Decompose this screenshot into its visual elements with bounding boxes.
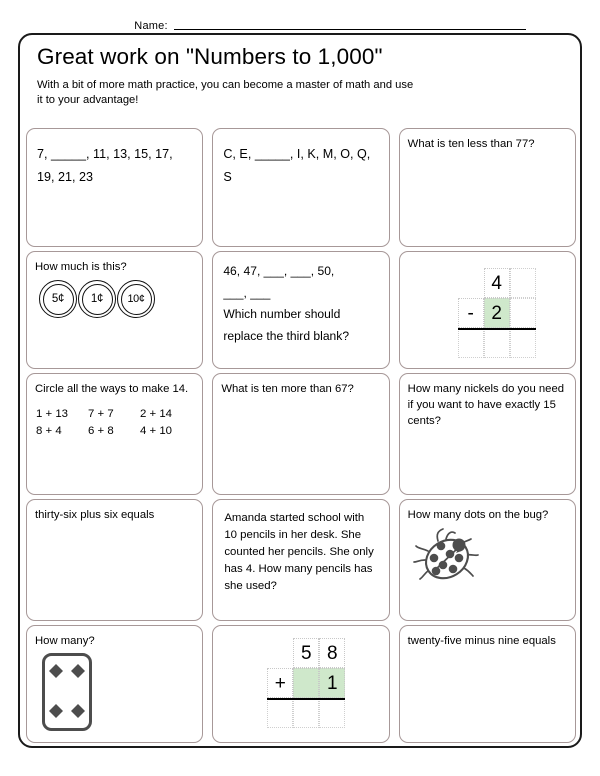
coin-value: 5¢: [51, 293, 65, 306]
ladybug-head: [452, 539, 465, 552]
problem-box-p12[interactable]: [399, 499, 576, 621]
problem-text: How many dots on the bug?: [407, 509, 549, 521]
grid-cell-empty: [458, 268, 484, 298]
problem-box-p15[interactable]: [399, 625, 576, 743]
grid-cell-addend1-ones: 8: [319, 638, 345, 668]
vertical-addition-grid: [267, 638, 345, 728]
problem-text: What is ten less than 77?: [407, 138, 535, 150]
problem-text: What is ten more than 67?: [221, 383, 354, 395]
option-item[interactable]: 2 + 14: [140, 408, 172, 421]
problem-text: twenty-five minus nine equals: [407, 635, 556, 647]
domino-picture: [27, 649, 202, 737]
problem-box-p5[interactable]: [212, 251, 389, 369]
circle-ways-options: [27, 397, 202, 440]
problem-box-p7[interactable]: [26, 373, 203, 495]
grid-cell-empty: [267, 638, 293, 668]
worksheet-header: [37, 45, 557, 108]
problem-row: [26, 373, 576, 495]
grid-cell-answer[interactable]: [484, 328, 510, 358]
name-row: [0, 0, 600, 34]
problem-text: Amanda started school with 10 pencils in her desk. She counted her pencils. She only has 4. How many pencils has she used?: [224, 512, 374, 592]
grid-cell-operator: +: [267, 668, 293, 698]
problem-text-line2: ___, ___: [223, 285, 271, 300]
problem-row: [26, 499, 576, 621]
problem-text: How many nickels do you need if you want to have exactly 15 cents?: [407, 383, 565, 428]
domino-card-border: [44, 655, 91, 730]
ladybug-icon: [412, 527, 482, 589]
options-row: [36, 423, 194, 440]
vertical-subtraction-grid: [458, 268, 536, 358]
problem-box-p1[interactable]: [26, 128, 203, 247]
grid-cell-addend1-tens: 5: [293, 638, 319, 668]
page-title: Great work on "Numbers to 1,000": [37, 44, 383, 69]
grid-cell-subtrahend: 2: [484, 298, 510, 328]
coin-penny-icon: [78, 280, 116, 318]
grid-cell-addend2-ones: 1: [319, 668, 345, 698]
grid-cell-minuend: 4: [484, 268, 510, 298]
problem-box-p9[interactable]: [399, 373, 576, 495]
problem-box-p2[interactable]: [212, 128, 389, 247]
coin-dime-icon: [117, 280, 155, 318]
problem-grid: [26, 128, 576, 747]
coin-value: 10¢: [127, 293, 145, 306]
problem-text: thirty-six plus six equals: [35, 509, 155, 521]
grid-cell-answer[interactable]: [293, 698, 319, 728]
grid-cell-empty: [510, 268, 536, 298]
problem-text: 7, _____, 11, 13, 15, 17, 19, 21, 23: [37, 147, 173, 185]
options-row: [36, 406, 194, 423]
page-subtitle: With a bit of more math practice, you can become a master of math and use it to your advantage!: [37, 78, 414, 106]
problem-box-p4[interactable]: [26, 251, 203, 369]
problem-text-line4: replace the third blank?: [223, 328, 350, 343]
problem-box-p14[interactable]: [212, 625, 389, 743]
grid-cell-operator: -: [458, 298, 484, 328]
problem-text: How much is this?: [35, 261, 127, 273]
option-item[interactable]: 7 + 7: [88, 408, 114, 421]
coin-value: 1¢: [90, 293, 104, 306]
problem-text: How many?: [35, 635, 95, 647]
problem-box-p3[interactable]: [399, 128, 576, 247]
problem-box-p8[interactable]: [212, 373, 389, 495]
addition-rule-line: [267, 698, 345, 700]
problem-box-p11[interactable]: [212, 499, 389, 621]
problem-text-line1: 46, 47, ___, ___, 50,: [223, 264, 335, 278]
option-item[interactable]: 6 + 8: [88, 425, 114, 438]
grid-cell-addend2-tens: [293, 668, 319, 698]
option-item[interactable]: 4 + 10: [140, 425, 172, 438]
coin-nickel-icon: [39, 280, 77, 318]
problem-row: [26, 128, 576, 247]
problem-box-p13[interactable]: [26, 625, 203, 743]
coin-group: [27, 275, 202, 318]
problem-row: [26, 625, 576, 743]
grid-cell-answer[interactable]: [510, 328, 536, 358]
problem-box-p10[interactable]: [26, 499, 203, 621]
problem-text-line3: Which number should: [223, 307, 341, 322]
problem-row: [26, 251, 576, 369]
subtraction-rule-line: [458, 328, 536, 330]
ladybug-picture: [400, 523, 575, 594]
name-label: Name:: [134, 20, 168, 32]
option-item[interactable]: 1 + 13: [36, 408, 68, 421]
name-input-line[interactable]: [174, 28, 526, 30]
grid-cell-answer[interactable]: [267, 698, 293, 728]
grid-cell-empty: [510, 298, 536, 328]
problem-text: Circle all the ways to make 14.: [35, 383, 189, 395]
domino-card-icon: [41, 652, 93, 732]
grid-cell-answer[interactable]: [319, 698, 345, 728]
grid-cell-answer[interactable]: [458, 328, 484, 358]
problem-box-p6[interactable]: [399, 251, 576, 369]
option-item[interactable]: 8 + 4: [36, 425, 62, 438]
problem-text: C, E, _____, I, K, M, O, Q, S: [223, 147, 371, 185]
